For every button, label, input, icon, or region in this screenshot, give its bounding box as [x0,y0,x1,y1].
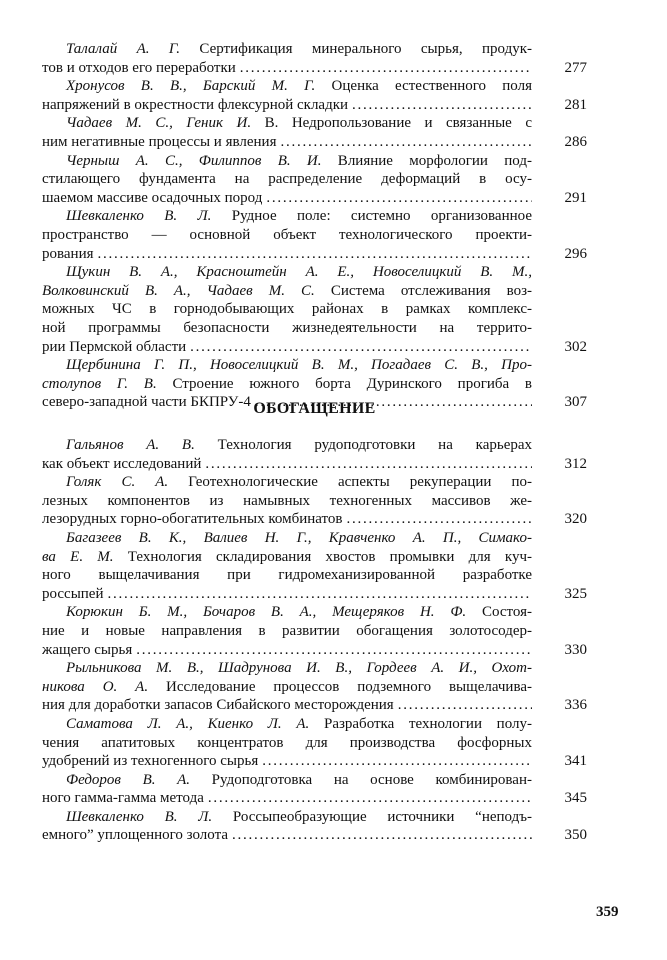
entry-page-number: 345 [564,790,587,807]
toc-entry-line [42,641,532,660]
entry-title-text: удобрений из техногенного сырья [42,753,259,770]
toc-entry [42,715,587,771]
toc-entry-line [42,356,532,375]
page-number: 359 [596,904,619,920]
dot-leader [228,826,532,845]
entry-page-number: 341 [564,753,587,770]
entry-authors: Корюкин Б. М., Бочаров В. А., Мещеряков Н. Ф. [66,604,467,621]
toc-entry [42,473,587,529]
entry-title-text: ния для доработки запасов Сибайского месторождения [42,697,394,714]
toc-group-2 [42,436,587,845]
entry-authors: Саматова Л. А., Киенко Л. А. [66,715,310,732]
toc-entry-line [42,455,532,474]
dot-leader [186,338,532,357]
toc-entry-line [42,585,532,604]
toc-entry-line [42,436,532,455]
dot-leader [103,585,532,604]
entry-page-number: 336 [564,697,587,714]
toc-entry [42,207,587,263]
dot-leader [276,133,532,152]
entry-page-number: 291 [564,189,587,206]
toc-entry-line [42,152,532,171]
entry-page-number: 330 [564,641,587,658]
dot-leader [342,510,532,529]
entry-title-text: шаемом массиве осадочных пород [42,189,263,206]
entry-page-number: 296 [564,245,587,262]
entry-title-text: Влияние морфологии под- [321,152,532,169]
dot-leader [236,59,532,78]
toc-entry-line [42,40,532,59]
toc-entry-line [42,114,532,133]
entry-title-text: Технология рудоподготовки на карьерах [194,437,532,453]
toc-entry-line [42,319,532,338]
dot-leader [348,96,532,115]
entry-title-text: Рудное поле: системно организованное [211,208,532,225]
entry-authors: Черныш А. С., Филиппов В. И. [66,152,322,169]
entry-title-text: жащего сырья [42,641,133,658]
entry-page-number: 320 [564,511,587,528]
toc-entry [42,659,587,715]
entry-authors: никова О. А. [42,678,149,695]
entry-authors: Щукин В. А., Красноштейн А. Е., Новоселицкий В. М., [66,264,532,281]
entry-title-text: Исследование процессов подземного выщелачива- [148,678,532,695]
entry-authors: Федоров В. А. [66,771,191,788]
entry-title-text: Оценка естественного поля [315,78,532,95]
entry-authors: Волковинский В. А., Чадаев М. С. [42,282,315,299]
toc-entry-line [42,245,532,264]
toc-entry-line [42,170,532,189]
toc-entry [42,771,587,808]
entry-title-text: рования [42,245,94,262]
toc-entry-line [42,375,532,394]
entry-title-text: можных ЧС в горнодобывающих районах в рамках комплекс- [42,301,532,318]
dot-leader [258,752,532,771]
entry-title-text: Геотехнологические аспекты рекуперации по- [168,474,532,491]
entry-title-text: емного” уплощенного золота [42,827,228,844]
toc-entry [42,603,587,659]
entry-title-text: россыпей [42,585,104,602]
toc-entry-line [42,133,532,152]
toc-entry [42,263,587,356]
toc-entry [42,114,587,151]
entry-authors: Гальянов А. В. [66,437,195,453]
entry-authors: Чадаев М. С., Геник И. [66,115,252,132]
toc-entry-line [42,659,532,678]
entry-title-text: чения апатитовых концентратов для производства фосфорных [42,734,532,751]
entry-authors: Багазеев В. К., Валиев Н. Г., Кравченко А. П., Симако- [66,529,532,546]
entry-title-text: В. Недропользование и связанные с [251,115,532,132]
entry-page-number: 325 [564,585,587,602]
entry-title-text: ного выщелачивания при гидромеханизированной разработке [42,567,532,584]
toc-entry-line [42,566,532,585]
toc-entry-line [42,808,532,827]
toc-entry [42,529,587,603]
dot-leader [262,189,532,208]
entry-authors: ва Е. М. [42,548,114,565]
entry-page-number: 312 [564,455,587,472]
toc-entry-line [42,548,532,567]
entry-page-number: 350 [564,827,587,844]
entry-authors: Талалай А. Г. [66,41,181,57]
toc-entry [42,152,587,208]
toc-group-1 [42,40,587,412]
entry-authors: столупов Г. В. [42,375,157,392]
entry-title-text: Строение южного борта Дуринского прогиба в [156,375,532,392]
entry-title-text: стилающего фундамента на распределение деформаций в осу- [42,171,532,188]
entry-title-text: Технология складирования хвостов промывки для куч- [113,548,532,565]
toc-entry-line [42,622,532,641]
entry-title-text: как объект исследований [42,455,202,472]
toc-entry-line [42,715,532,734]
entry-title-text: ного гамма-гамма метода [42,790,204,807]
entry-authors: Голяк С. А. [66,474,169,491]
toc-entry-line [42,59,532,78]
entry-page-number: 281 [564,96,587,113]
dot-leader [132,641,532,660]
toc-entry [42,808,587,845]
entry-authors: Хронусов В. В., Барский М. Г. [66,78,316,95]
toc-entry-line [42,510,532,529]
entry-title-text: ние и новые направления в развитии обогащения золотосодер- [42,622,532,639]
entry-title-text: ной программы безопасности жизнедеятельности на террито- [42,319,532,336]
entry-title-text: Россыпеобразующие источники “неподъ- [212,808,532,825]
toc-entry-line [42,826,532,845]
toc-entry-line [42,492,532,511]
entry-title-text: Сертификация минерального сырья, продук- [180,41,532,57]
toc-entry-line [42,771,532,790]
entry-page-number: 286 [564,133,587,150]
dot-leader [204,789,532,808]
toc-entry-line [42,263,532,282]
entry-title-text: Состоя- [466,604,532,621]
entry-authors: Шевкаленко В. Л. [66,808,213,825]
entry-page-number: 277 [564,59,587,76]
toc-entry-line [42,77,532,96]
entry-title-text: напряжений в окрестности флексурной складки [42,96,349,113]
entry-title-text: Рудоподготовка на основе комбинирован- [190,771,532,788]
toc-entry-line [42,282,532,301]
toc-entry-line [42,752,532,771]
entry-authors: Рыльникова М. В., Шадрунова И. В., Гордеев А. И., Охот- [66,660,532,677]
entry-page-number: 307 [564,394,587,411]
entry-title-text: лезорудных горно-обогатительных комбинатов [42,511,343,528]
toc-entry-line [42,473,532,492]
entry-authors: Шевкаленко В. Л. [66,208,212,225]
entry-title-text: Разработка технологии полу- [309,715,532,732]
toc-entry [42,77,587,114]
entry-authors: Щербинина Г. П., Новоселицкий В. М., Погадаев С. В., Про- [66,357,532,374]
toc-entry-line [42,603,532,622]
toc-entry-line [42,207,532,226]
entry-title-text: тов и отходов его переработки [42,59,236,76]
toc-entry-line [42,734,532,753]
dot-leader [201,455,532,474]
entry-page-number: 302 [564,338,587,355]
toc-entry-line [42,696,532,715]
toc-entry-line [42,189,532,208]
toc-entry-line [42,529,532,548]
entry-title-text: Система отслеживания воз- [314,282,532,299]
entry-title-text: ним негативные процессы и явления [42,133,277,150]
toc-entry-line [42,96,532,115]
toc-entry-line [42,300,532,319]
toc-entry-line [42,226,532,245]
toc-entry-line [42,789,532,808]
toc-entry-line [42,678,532,697]
entry-title-text: пространство — основной объект технологического проекти- [42,226,532,243]
dot-leader [94,245,533,264]
entry-title-text: северо-западной части БКПРУ-4 [42,394,251,411]
toc-entry [42,436,587,473]
dot-leader [394,696,532,715]
entry-title-text: рии Пермской области [42,338,187,355]
toc-entry [42,40,587,77]
toc-entry-line [42,338,532,357]
entry-title-text: лезных компонентов из намывных техногенных массивов же- [42,492,532,509]
section-heading: ОБОГАЩЕНИЕ [253,400,376,417]
